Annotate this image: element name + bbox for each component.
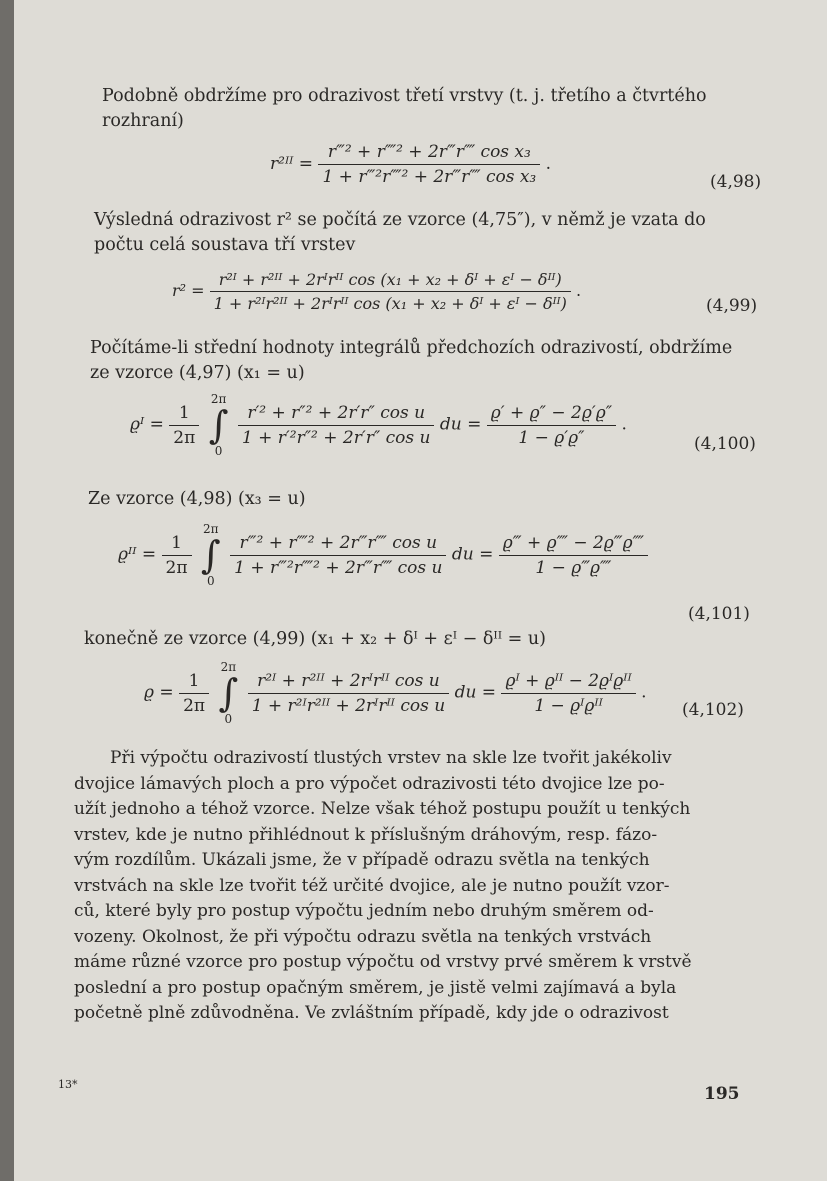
text-line: užít jednoho a téhož vzorce. Nelze však téhož postupu použít u tenkých <box>74 799 691 819</box>
denominator: 1 + r‴²r⁗² + 2r‴r⁗ cos u <box>234 557 443 578</box>
numerator: r²ᴵ + r²ᴵᴵ + 2rᴵrᴵᴵ cos (x₁ + x₂ + δᴵ + εᴵ − δᴵᴵ) <box>210 270 571 292</box>
denominator: 1 + r′²r″² + 2r′r″ cos u <box>241 427 431 448</box>
text-line: Výsledná odrazivost r² se počítá ze vzorce (4,75″), v němž je vzata do <box>94 210 706 230</box>
numerator: r‴² + r⁗² + 2r‴r⁗ cos x₃ <box>318 142 540 165</box>
coefficient <box>162 533 192 578</box>
text-line: Ze vzorce (4,98) (x₃ = u) <box>88 489 306 509</box>
lower-limit: 0 <box>224 712 233 726</box>
text-line: vozeny. Okolnost, že při výpočtu odrazu světla na tenkých vrstvách <box>74 926 652 947</box>
result-fraction <box>499 533 648 578</box>
fraction <box>230 533 446 578</box>
eq-lhs: ϱᴵ = <box>130 414 164 435</box>
equation-4-98 <box>270 142 551 187</box>
eq-lhs: r² = <box>172 281 205 300</box>
text-line: vrstev, kde je nutno přihlédnout k příslušným dráhovým, resp. fázo- <box>74 824 658 845</box>
text-line: ců, které byly pro postup výpočtu jedním nebo druhým směrem od- <box>74 901 654 921</box>
equation-4-100 <box>130 392 627 458</box>
page-number: 195 <box>704 1084 740 1104</box>
numerator: r‴² + r⁗² + 2r‴r⁗ cos u <box>230 533 446 556</box>
equation-number: (4,100) <box>694 434 756 454</box>
lower-limit: 0 <box>206 574 215 588</box>
denominator: 2π <box>165 557 188 578</box>
text-line: ze vzorce (4,97) (x₁ = u) <box>90 363 305 383</box>
text-line: poslední a pro postup opačným směrem, je jistě velmi zajímavá a byla <box>74 977 677 998</box>
signature-mark: 13* <box>58 1078 78 1091</box>
intro-paragraph <box>102 84 707 134</box>
text-line: Při výpočtu odrazivostí tlustých vrstev na skle lze tvořit jakékoliv <box>110 748 672 768</box>
eq-period: . <box>621 414 627 435</box>
equation-4-102 <box>144 660 647 726</box>
eq-lhs: ϱ = <box>144 682 174 703</box>
denominator: 1 − ϱ′ϱ″ <box>518 427 585 448</box>
eq-lhs: ϱᴵᴵ = <box>118 544 157 565</box>
text-line: Počítáme-li střední hodnoty integrálů předchozích odrazivostí, obdržíme <box>90 338 733 358</box>
eq-lhs: r²ᴵᴵ = <box>270 154 314 174</box>
numerator: r²ᴵ + r²ᴵᴵ + 2rᴵrᴵᴵ cos u <box>248 671 449 694</box>
text-line: rozhraní) <box>102 111 184 131</box>
denominator: 1 − ϱ‴ϱ⁗ <box>535 557 612 578</box>
upper-limit: 2π <box>210 392 227 406</box>
integral-sign: 2π ∫ 0 <box>200 522 221 588</box>
numerator: ϱᴵ + ϱᴵᴵ − 2ϱᴵϱᴵᴵ <box>501 671 635 694</box>
fraction <box>210 270 571 313</box>
numerator: 1 <box>169 403 199 426</box>
equation-number: (4,98) <box>710 172 762 192</box>
lower-limit: 0 <box>214 444 223 458</box>
paragraph-mean-values <box>90 336 732 386</box>
integral-sign: 2π ∫ 0 <box>208 392 229 458</box>
denominator: 2π <box>183 695 206 716</box>
text-line: počtu celá soustava tří vrstev <box>94 235 356 255</box>
equation-number: (4,102) <box>682 700 744 720</box>
eq-period: . <box>641 682 647 703</box>
numerator: 1 <box>179 671 209 694</box>
equation-number: (4,99) <box>706 296 758 316</box>
body-paragraph <box>74 746 692 1027</box>
denominator: 1 + r²ᴵr²ᴵᴵ + 2rᴵrᴵᴵ cos u <box>251 695 446 716</box>
eq-period: . <box>575 281 582 300</box>
denominator: 1 + r‴²r⁗² + 2r‴r⁗ cos x₃ <box>322 167 537 187</box>
fraction <box>248 671 449 716</box>
equation-4-99 <box>172 270 581 313</box>
fraction <box>238 403 435 448</box>
result-fraction <box>487 403 616 448</box>
numerator: 1 <box>162 533 192 556</box>
text-line: vrstvách na skle lze tvořit též určité dvojice, ale je nutno použít vzor- <box>74 875 670 896</box>
text-line: máme různé vzorce pro postup výpočtu od vrstvy prvé směrem k vrstvě <box>74 952 692 972</box>
text-line: Podobně obdržíme pro odrazivost třetí vrstvy (t. j. třetího a čtvrtého <box>102 86 707 106</box>
differential: du = <box>454 682 497 703</box>
equation-4-101 <box>118 522 648 588</box>
upper-limit: 2π <box>203 522 219 536</box>
differential: du = <box>451 544 494 565</box>
eq-period: . <box>545 154 552 174</box>
fraction <box>318 142 540 187</box>
numerator: ϱ′ + ϱ″ − 2ϱ′ϱ″ <box>487 403 616 426</box>
paragraph-result <box>94 208 706 258</box>
upper-limit: 2π <box>220 660 237 674</box>
equation-number: (4,101) <box>688 604 750 624</box>
coefficient <box>169 403 199 448</box>
text-line: konečně ze vzorce (4,99) (x₁ + x₂ + δᴵ + εᴵ − δᴵᴵ = u) <box>84 629 546 649</box>
result-fraction <box>501 671 635 716</box>
denominator: 1 + r²ᴵr²ᴵᴵ + 2rᴵrᴵᴵ cos (x₁ + x₂ + δᴵ + εᴵ − δᴵᴵ) <box>213 294 567 313</box>
numerator: r′² + r″² + 2r′r″ cos u <box>238 403 435 426</box>
text-line: vým rozdílům. Ukázali jsme, že v případě odrazu světla na tenkých <box>74 850 650 870</box>
numerator: ϱ‴ + ϱ⁗ − 2ϱ‴ϱ⁗ <box>499 533 648 556</box>
coefficient <box>179 671 209 716</box>
text-line: dvojice lámavých ploch a pro výpočet odrazivosti této dvojice lze po- <box>74 773 665 794</box>
denominator: 2π <box>173 427 196 448</box>
integral-sign: 2π ∫ 0 <box>218 660 239 726</box>
denominator: 1 − ϱᴵϱᴵᴵ <box>534 695 603 716</box>
text-line: početně plně zdůvodněna. Ve zvláštním případě, kdy jde o odrazivost <box>74 1003 669 1023</box>
differential: du = <box>439 414 482 435</box>
book-page <box>14 0 827 1181</box>
